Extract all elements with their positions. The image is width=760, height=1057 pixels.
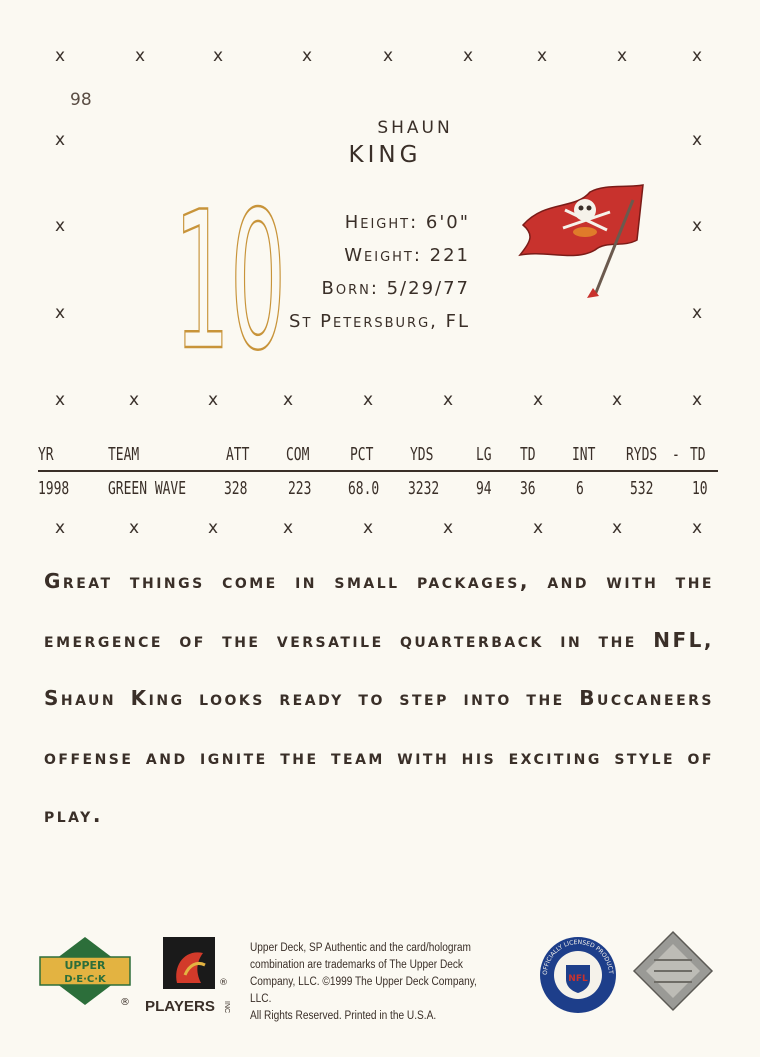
stats-cell: 3232 — [408, 478, 440, 499]
stats-data-row — [38, 472, 718, 502]
stats-header-cell: TD — [690, 444, 706, 465]
stats-cell: 532 — [630, 478, 654, 499]
nfl-ring-text: OFFICIALLY LICENSED PRODUCT — [541, 938, 615, 976]
stats-cell: 6 — [576, 478, 584, 499]
stats-cell: 68.0 — [348, 478, 380, 499]
legal-line: combination are trademarks of The Upper Deck — [250, 959, 464, 971]
stats-cell: 36 — [520, 478, 536, 499]
stats-header-cell: - — [672, 444, 680, 465]
stats-cell: 328 — [224, 478, 248, 499]
player-last-name: KING — [348, 142, 422, 168]
jersey-number-text: 10 — [174, 192, 286, 352]
x-divider-lower: x x x x x x x x x — [54, 518, 703, 538]
buccaneers-flag-logo — [515, 180, 650, 300]
registered-mark: ® — [120, 997, 130, 1008]
players-inc-logo — [145, 935, 245, 1020]
stats-cell: 1998 — [38, 478, 70, 499]
player-description: Great things come in small packages, and with the emergence of the versatile quarterback in the NFL, Shaun King looks ready to step into the Buccaneers offense and ignite the team with his exciting style of play. — [44, 569, 714, 827]
stats-cell: 10 — [692, 478, 708, 499]
x-divider-middle: x x x x x x x x x — [54, 390, 703, 410]
stats-table — [38, 440, 718, 502]
stats-cell: GREEN WAVE — [108, 478, 187, 499]
legal-line: All Rights Reserved. Printed in the U.S.A. — [250, 1010, 437, 1022]
players-label: PLAYERS — [145, 998, 215, 1015]
x-side-marks: x x — [54, 216, 703, 236]
player-first-name: SHAUN — [377, 118, 453, 138]
registered-mark: ® — [219, 978, 228, 988]
stats-header-cell: PCT — [350, 444, 374, 465]
stats-header-cell: YR — [38, 444, 54, 465]
stats-header-cell: RYDS — [626, 444, 658, 465]
jersey-number — [170, 192, 290, 352]
upper-deck-logo-bottom: D·E·C·K — [64, 974, 106, 985]
stats-header-cell: TEAM — [108, 444, 140, 465]
nfl-shield-text: NFL — [568, 974, 588, 984]
stats-header-cell: TD — [520, 444, 536, 465]
legal-line: Company, LLC. ©1999 The Upper Deck Company, LLC. — [250, 976, 477, 1005]
x-side-marks: x x — [54, 130, 703, 150]
weight-value: Weight: 221 — [344, 245, 470, 266]
legal-line: Upper Deck, SP Authentic and the card/hologram — [250, 942, 471, 954]
bio-block — [289, 206, 470, 338]
card-number: 98 — [70, 90, 92, 110]
stats-header-cell: LG — [476, 444, 492, 465]
hologram-sticker — [632, 930, 714, 1012]
born-value: Born: 5/29/77 — [321, 278, 470, 299]
upper-deck-logo-top: UPPER — [64, 959, 106, 972]
stats-cell: 94 — [476, 478, 492, 499]
stats-header-cell: YDS — [410, 444, 434, 465]
stats-header-row — [38, 440, 718, 472]
x-side-marks: x x — [54, 303, 703, 323]
legal-text — [250, 940, 496, 1025]
stats-cell: 223 — [288, 478, 312, 499]
players-suffix: INC — [223, 1001, 230, 1014]
stats-header-cell: ATT — [226, 444, 250, 465]
birthplace-value: St Petersburg, FL — [289, 311, 470, 332]
x-divider-top: x x x x x x x x x — [54, 46, 703, 66]
upper-deck-logo — [38, 935, 133, 1010]
stats-header-cell: INT — [572, 444, 596, 465]
height-value: Height: 6'0" — [344, 212, 470, 233]
nfl-licensed-badge — [538, 935, 618, 1015]
stats-header-cell: COM — [286, 444, 310, 465]
